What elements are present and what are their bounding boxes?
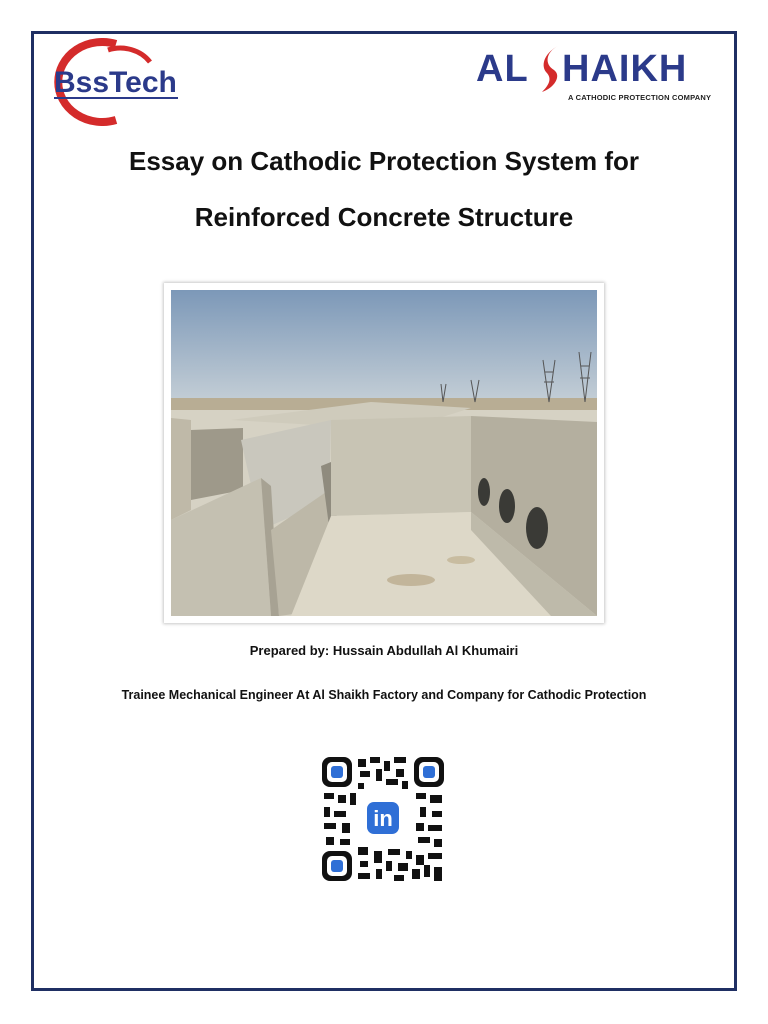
- alshaikh-swoosh-icon: [538, 44, 564, 94]
- bsstech-logo-text: BssTech: [54, 66, 177, 99]
- qr-code-icon: [320, 755, 446, 883]
- author-affiliation: Trainee Mechanical Engineer At Al Shaikh Factory and Company for Cathodic Protection: [121, 688, 647, 702]
- document-title-line1: Essay on Cathodic Protection System for: [128, 146, 639, 176]
- document-title-line2: Reinforced Concrete Structure: [194, 202, 574, 232]
- alshaikh-tagline: A CATHODIC PROTECTION COMPANY: [568, 93, 712, 102]
- alshaikh-logo-suffix: HAIKH: [562, 48, 688, 90]
- bsstech-logo-mark: [46, 38, 186, 126]
- alshaikh-logo-prefix: AL: [476, 48, 529, 90]
- linkedin-qr-code[interactable]: [320, 755, 446, 883]
- concrete-structure-photo: [171, 290, 597, 616]
- cover-photo: [164, 283, 604, 623]
- prepared-by: Prepared by: Hussain Abdullah Al Khumairi: [249, 643, 519, 658]
- bsstech-logo: [46, 38, 186, 126]
- alshaikh-logo: [476, 48, 716, 108]
- linkedin-badge-text: in: [373, 806, 393, 831]
